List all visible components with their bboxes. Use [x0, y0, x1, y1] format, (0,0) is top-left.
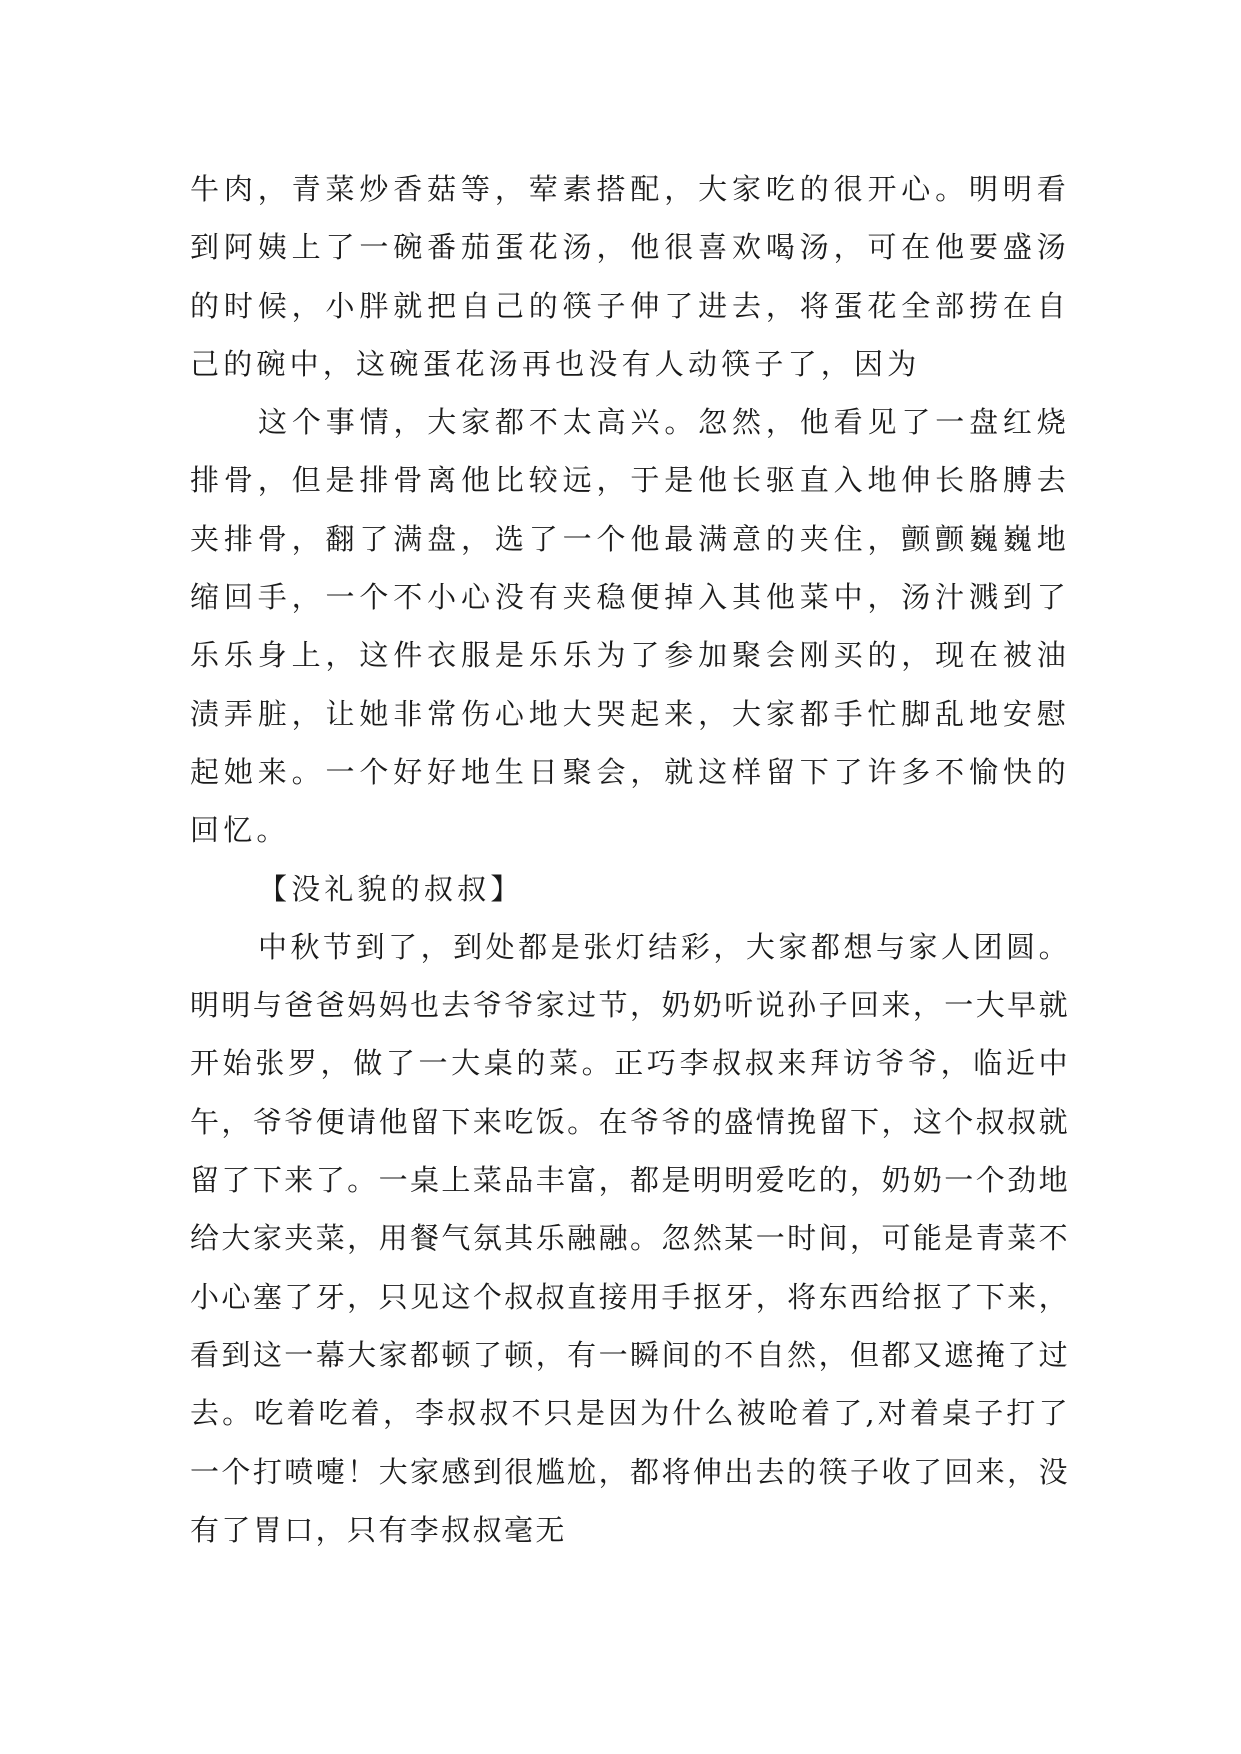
- paragraph-1: 牛肉，青菜炒香菇等，荤素搭配，大家吃的很开心。明明看到阿姨上了一碗番茄蛋花汤，他很喜欢喝汤，可在他要盛汤的时候，小胖就把自己的筷子伸了进去，将蛋花全部捞在自己的碗中，这碗蛋花汤再也没有人动筷子了，因为: [190, 172, 1070, 381]
- section-heading: 【没礼貌的叔叔】: [258, 871, 524, 906]
- document-body: [190, 160, 1070, 1559]
- paragraph-2: 这个事情，大家都不太高兴。忽然，他看见了一盘红烧排骨，但是排骨离他比较远，于是他长驱直入地伸长胳膊去夹排骨，翻了满盘，选了一个他最满意的夹住，颤颤巍巍地缩回手，一个不小心没有夹稳便掉入其他菜中，汤汁溅到了乐乐身上，这件衣服是乐乐为了参加聚会刚买的，现在被油渍弄脏，让她非常伤心地大哭起来，大家都手忙脚乱地安慰起她来。一个好好地生日聚会，就这样留下了许多不愉快的回忆。: [190, 405, 1070, 848]
- paragraph-3: 中秋节到了，到处都是张灯结彩，大家都想与家人团圆。明明与爸爸妈妈也去爷爷家过节，奶奶听说孙子回来，一大早就开始张罗，做了一大桌的菜。正巧李叔叔来拜访爷爷，临近中午，爷爷便请他留下来吃饭。在爷爷的盛情挽留下，这个叔叔就留了下来了。一桌上菜品丰富，都是明明爱吃的，奶奶一个劲地给大家夹菜，用餐气氛其乐融融。忽然某一时间，可能是青菜不小心塞了牙，只见这个叔叔直接用手抠牙，将东西给抠了下来，看到这一幕大家都顿了顿，有一瞬间的不自然，但都又遮掩了过去。吃着吃着，李叔叔不只是因为什么被呛着了,对着桌子打了一个打喷嚏！大家感到很尴尬，都将伸出去的筷子收了回来，没有了胃口，只有李叔叔毫无: [190, 929, 1070, 1547]
